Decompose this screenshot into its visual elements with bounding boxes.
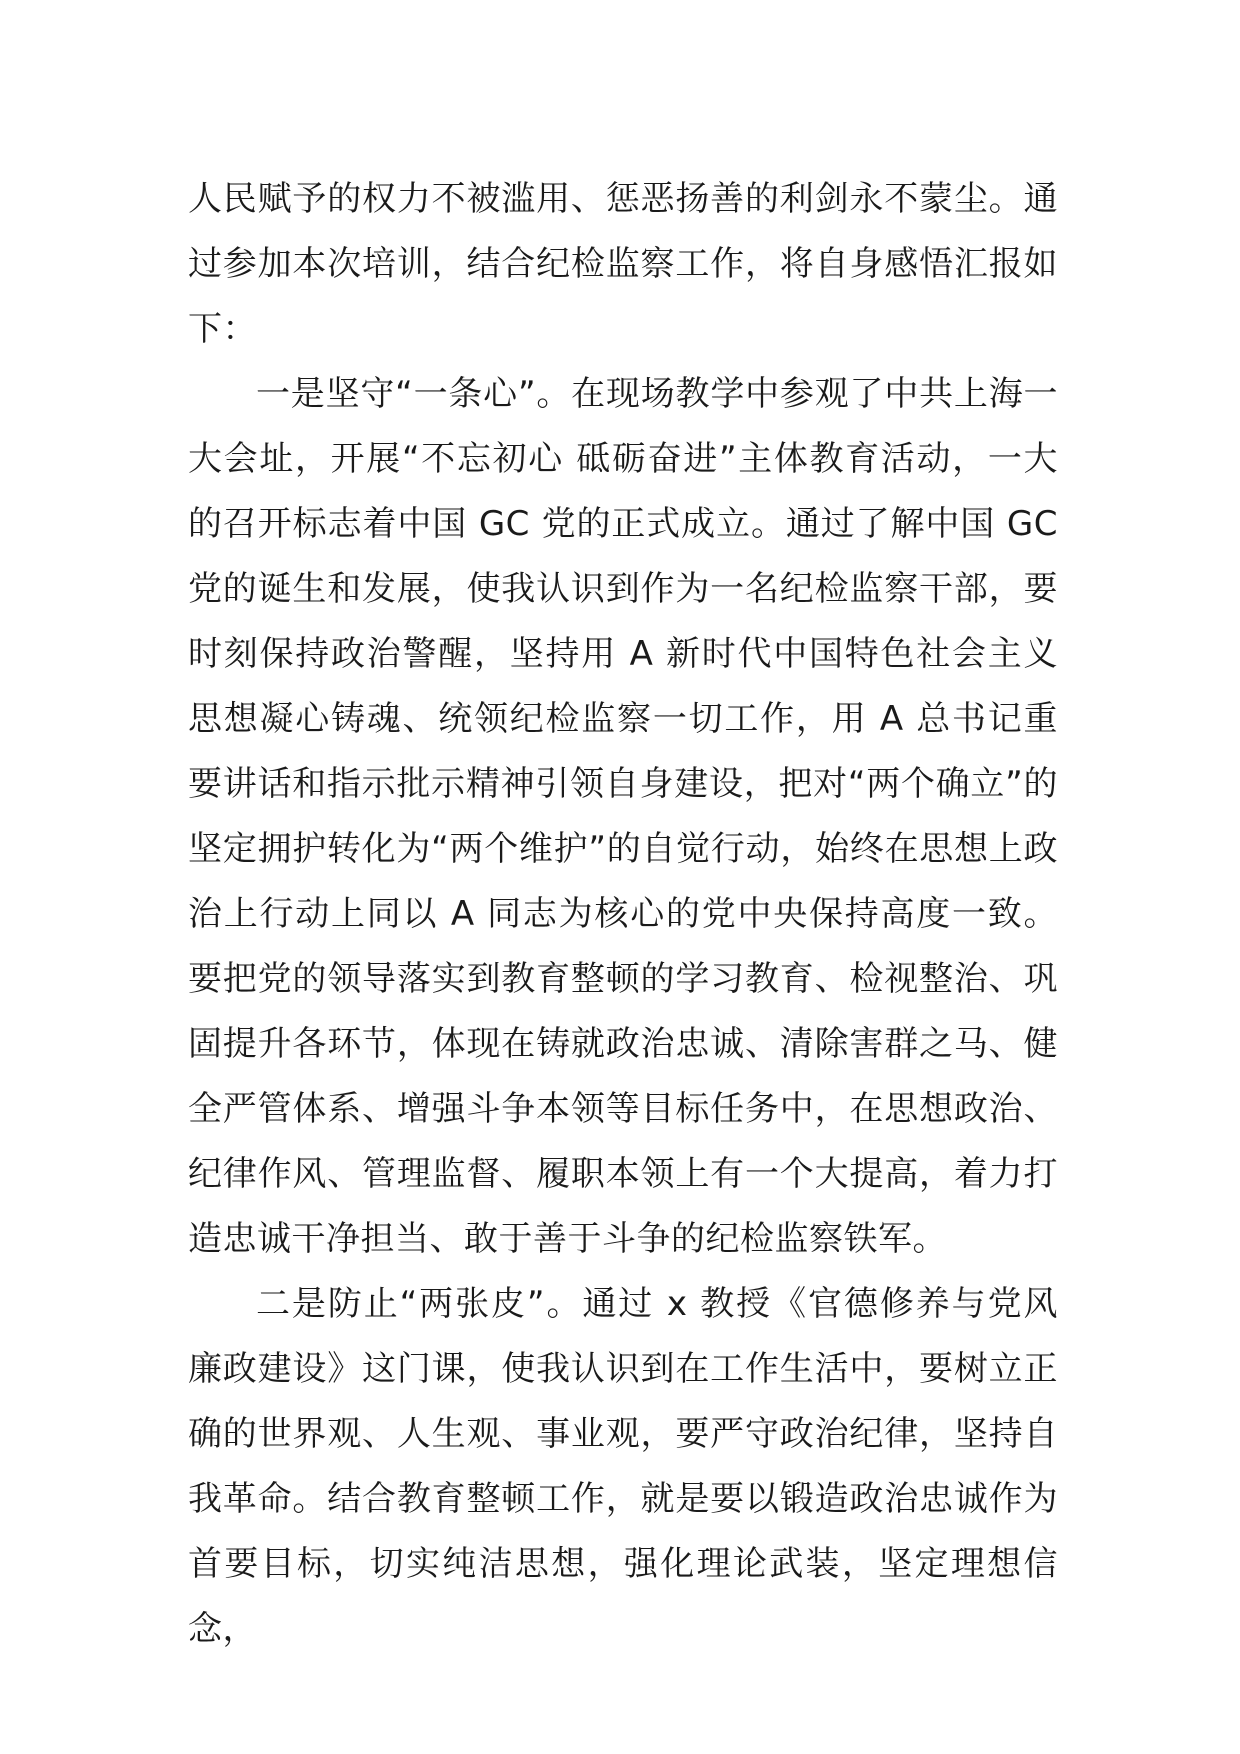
document-body	[188, 167, 1058, 1662]
paragraph-point-one: 一是坚守“一条心”。在现场教学中参观了中共上海一大会址，开展“不忘初心 砥砺奋进”主体教育活动，一大的召开标志着中国 GC 党的正式成立。通过了解中国 GC 党的诞生和发展，使我认识到作为一名纪检监察干部，要时刻保持政治警醒，坚持用 A 新时代中国特色社会主义思想凝心铸魂、统领纪检监察一切工作，用 A 总书记重要讲话和指示批示精神引领自身建设，把对“两个确立”的坚定拥护转化为“两个维护”的自觉行动，始终在思想上政治上行动上同以 A 同志为核心的党中央保持高度一致。要把党的领导落实到教育整顿的学习教育、检视整治、巩固提升各环节，体现在铸就政治忠诚、清除害群之马、健全严管体系、增强斗争本领等目标任务中，在思想政治、纪律作风、管理监督、履职本领上有一个大提高，着力打造忠诚干净担当、敢于善于斗争的纪检监察铁军。	[188, 374, 1058, 1259]
paragraph-continuation: 人民赋予的权力不被滥用、惩恶扬善的利剑永不蒙尘。通过参加本次培训，结合纪检监察工作，将自身感悟汇报如下：	[188, 179, 1058, 349]
paragraph-point-two: 二是防止“两张皮”。通过 x 教授《官德修养与党风廉政建设》这门课，使我认识到在工作生活中，要树立正确的世界观、人生观、事业观，要严守政治纪律，坚持自我革命。结合教育整顿工作，就是要以锻造政治忠诚作为首要目标，切实纯洁思想，强化理论武装，坚定理想信念，	[188, 1284, 1058, 1649]
